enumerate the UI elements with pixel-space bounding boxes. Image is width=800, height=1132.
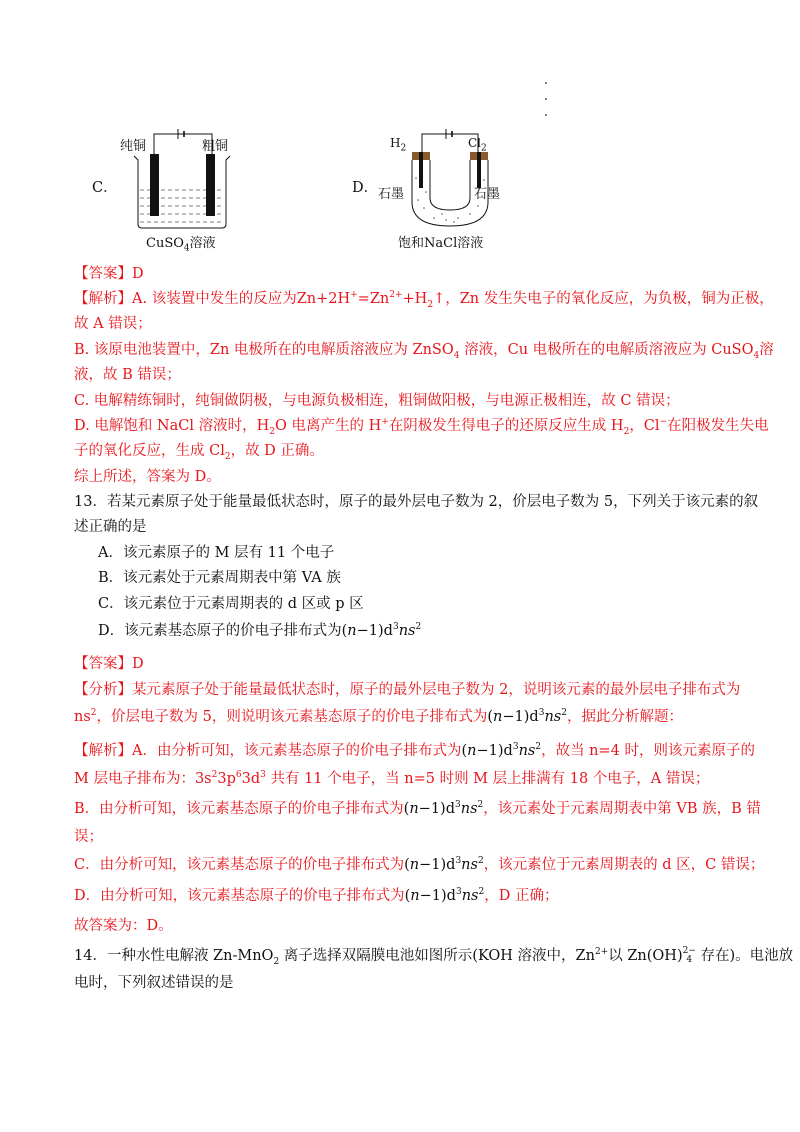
cl2-label: $Cl_2$ [468, 136, 487, 154]
q13-option-d: D．该元素基态原子的价电子排布式为$(n-1)d^3ns^2$ [98, 622, 422, 639]
margin-dot [545, 114, 547, 116]
option-d-label: D． [352, 180, 379, 196]
q13-fenxi-line1: 【分析】某元素原子处于能量最低状态时，原子的最外层电子数为 2，说明该元素的最外层电子排布式为 [74, 682, 741, 698]
q13-answer: 【答案】D [74, 656, 144, 672]
q13-fenxi-line2: $ns^2$，价层电子数为 5，则说明该元素基态原子的价电子排布式为$(n-1)d^3ns^2$，据此分析解题： [74, 708, 683, 725]
margin-dot [545, 82, 547, 84]
q12-answer: 【答案】D [74, 266, 144, 282]
q13-stem-line1: 13．若某元素原子处于能量最低状态时，原子的最外层电子数为 2，价层电子数为 5，下列关于该元素的叙 [74, 494, 759, 510]
left-graphite-label: 石墨 [378, 187, 405, 202]
q12-analysis-c: C. 电解精练铜时，纯铜做阴极，与电源负极相连，粗铜做阳极，与电源正极相连，故 C 错误； [74, 393, 680, 409]
q12-analysis-a-line2: 故 A 错误； [74, 316, 152, 332]
right-graphite-label: 石墨 [474, 187, 501, 202]
q13-jiexi-a-line1: 【解析】A．由分析可知，该元素基态原子的价电子排布式为$(n-1)d^3ns^2$，故当 n=4 时，则该元素原子的 [74, 742, 756, 759]
q13-jiexi-b-line2: 误； [74, 829, 103, 845]
q13-final-answer: 故答案为：D。 [74, 918, 173, 934]
cuso4-solution-label: CuSO$_4$溶液 [146, 236, 216, 254]
q13-option-a: A．该元素原子的 M 层有 11 个电子 [98, 545, 335, 561]
q12-analysis-d-line1: D. 电解饱和 NaCl 溶液时，$H_2O$ 电离产生的 H+在阴极发生得电子的还原反应生成 $H_2$，Cl−在阳极发生失电 [74, 417, 769, 437]
q13-stem-line2: 述正确的是 [74, 519, 147, 535]
q14-stem-line1: 14．一种水性电解液 Zn-MnO$_2$ 离子选择双隔膜电池如图所示(KOH 溶液中，$Zn^{2+}$以 Zn(OH)2− 4 存在)。电池放 [74, 946, 794, 967]
q12-analysis-a-line1: 【解析】A. 该装置中发生的反应为$Zn+2H^+=Zn^{2+}+H_2↑$，Zn 发生失电子的氧化反应，为负极，铜为正极， [74, 290, 774, 310]
q12-analysis-d-line2: 子的氧化反应，生成 $Cl_2$，故 D 正确。 [74, 443, 324, 462]
pure-copper-label: 纯铜 [120, 139, 147, 154]
q13-option-c: C．该元素位于元素周期表的 d 区或 p 区 [98, 596, 364, 612]
option-c-label: C． [92, 180, 118, 196]
q13-jiexi-c: C．由分析可知，该元素基态原子的价电子排布式为$(n-1)d^3ns^2$，该元素位于元素周期表的 d 区，C 错误； [74, 856, 765, 873]
q12-analysis-b-line1: B. 该原电池装置中，Zn 电极所在的电解质溶液应为 ZnSO$_4$ 溶液，Cu 电极所在的电解质溶液应为 CuSO$_4$溶 [74, 342, 774, 361]
q12-analysis-b-line2: 液，故 B 错误； [74, 367, 181, 383]
nacl-solution-label: 饱和NaCl溶液 [398, 236, 484, 251]
u-tube-electrolysis-figure [396, 126, 506, 232]
h2-label: $H_2$ [390, 136, 407, 154]
crude-copper-label: 粗铜 [202, 139, 229, 154]
q13-jiexi-d: D．由分析可知，该元素基态原子的价电子排布式为$(n-1)d^3ns^2$，D 正确； [74, 887, 559, 904]
q13-jiexi-b-line1: B．由分析可知，该元素基态原子的价电子排布式为$(n-1)d^3ns^2$，该元素处于元素周期表中第 VB 族，B 错 [74, 800, 761, 817]
margin-dot [545, 98, 547, 100]
q12-conclusion: 综上所述，答案为 D。 [74, 469, 221, 485]
q14-stem-line2: 电时，下列叙述错误的是 [74, 975, 234, 991]
q13-option-b: B．该元素处于元素周期表中第 VA 族 [98, 570, 341, 586]
q13-jiexi-a-line2: M 层电子排布为：$3s^23p^63d^3$ 共有 11 个电子，当 n=5 时则 M 层上排满有 18 个电子，A 错误； [74, 770, 710, 787]
